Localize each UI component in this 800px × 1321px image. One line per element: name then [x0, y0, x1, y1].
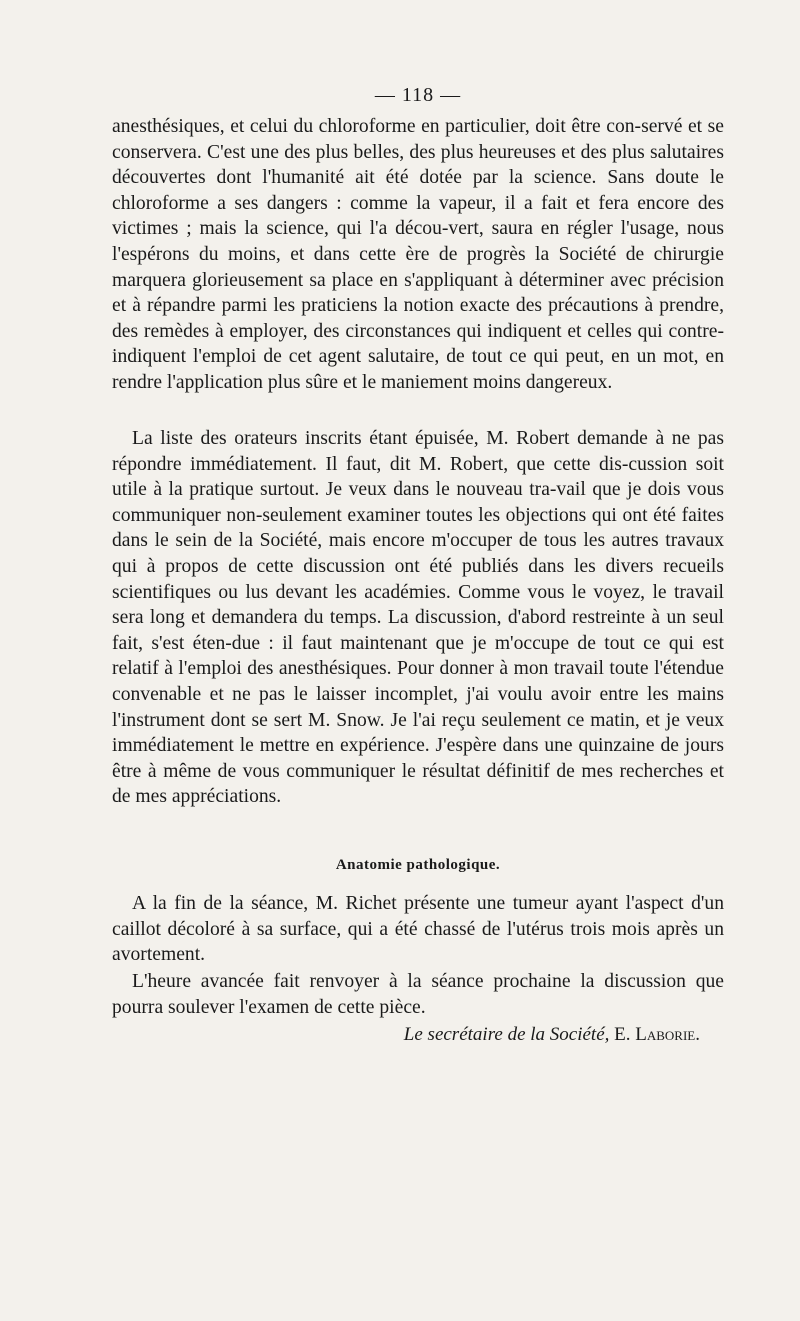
paragraph-robert: La liste des orateurs inscrits étant épuisée, M. Robert demande à ne pas répondre immédiatement. Il faut, dit M. Robert, que cette dis-cussion soit utile à la pratique surtout. Je veux dans le nouveau tra-vail que je dois vous communiquer non-seulement examiner toutes les objections qui ont été faites dans le sein de la Société, mais encore m'occuper de tous les autres travaux qui à propos de cette discussion ont été publiés dans les divers recueils scientifiques ou lus devant les académies. Comme vous le voyez, le travail sera long et demandera du temps. La discussion, d'abord restreinte à un seul fait, s'est éten-due : il faut maintenant que je m'occupe de tout ce qui est relatif à l'emploi des anesthésiques. Pour donner à mon travail toute l'étendue convenable et ne pas le laisser incomplet, j'ai voulu avoir entre les mains l'instrument dont se sert M. Snow. Je l'ai reçu seulement ce matin, et je veux immédiatement le mettre en expérience. J'espère dans une quinzaine de jours être à même de vous communiquer le résultat définitif de mes recherches et de mes appréciations.	[112, 428, 724, 808]
paragraph-heure-avancee: L'heure avancée fait renvoyer à la séance prochaine la discussion que pourra soulever l'examen de cette pièce.	[112, 971, 724, 1018]
paragraph-richet: A la fin de la séance, M. Richet présente une tumeur ayant l'aspect d'un caillot décoloré à sa surface, qui a été chassé de l'utérus trois mois après un avortement.	[112, 893, 724, 966]
signature-role: Le secrétaire de la Société,	[403, 1024, 610, 1045]
signature-name: E. Laborie.	[614, 1024, 700, 1045]
page-number: — 118 —	[374, 84, 462, 106]
section-heading: Anatomie pathologique.	[335, 857, 501, 873]
signature	[404, 1024, 700, 1046]
paragraph-chloroforme: anesthésiques, et celui du chloroforme en particulier, doit être con-servé et se conservera. C'est une des plus belles, des plus heureuses et des plus salutaires découvertes dont l'humanité ait été dotée par la science. Sans doute le chloroforme a ses dangers : comme la vapeur, il a fait et fera encore des victimes ; mais la science, qui l'a décou-vert, saura en régler l'usage, nous l'espérons du moins, et dans cette ère de progrès la Société de chirurgie marquera glorieusement sa place en s'appliquant à déterminer avec précision et à répandre parmi les praticiens la notion exacte des précautions à prendre, des remèdes à employer, des circonstances qui indiquent et celles qui contre-indiquent l'emploi de cet agent salutaire, de tout ce qui peut, en un mot, en rendre l'application plus sûre et le maniement moins dangereux.	[112, 116, 724, 393]
